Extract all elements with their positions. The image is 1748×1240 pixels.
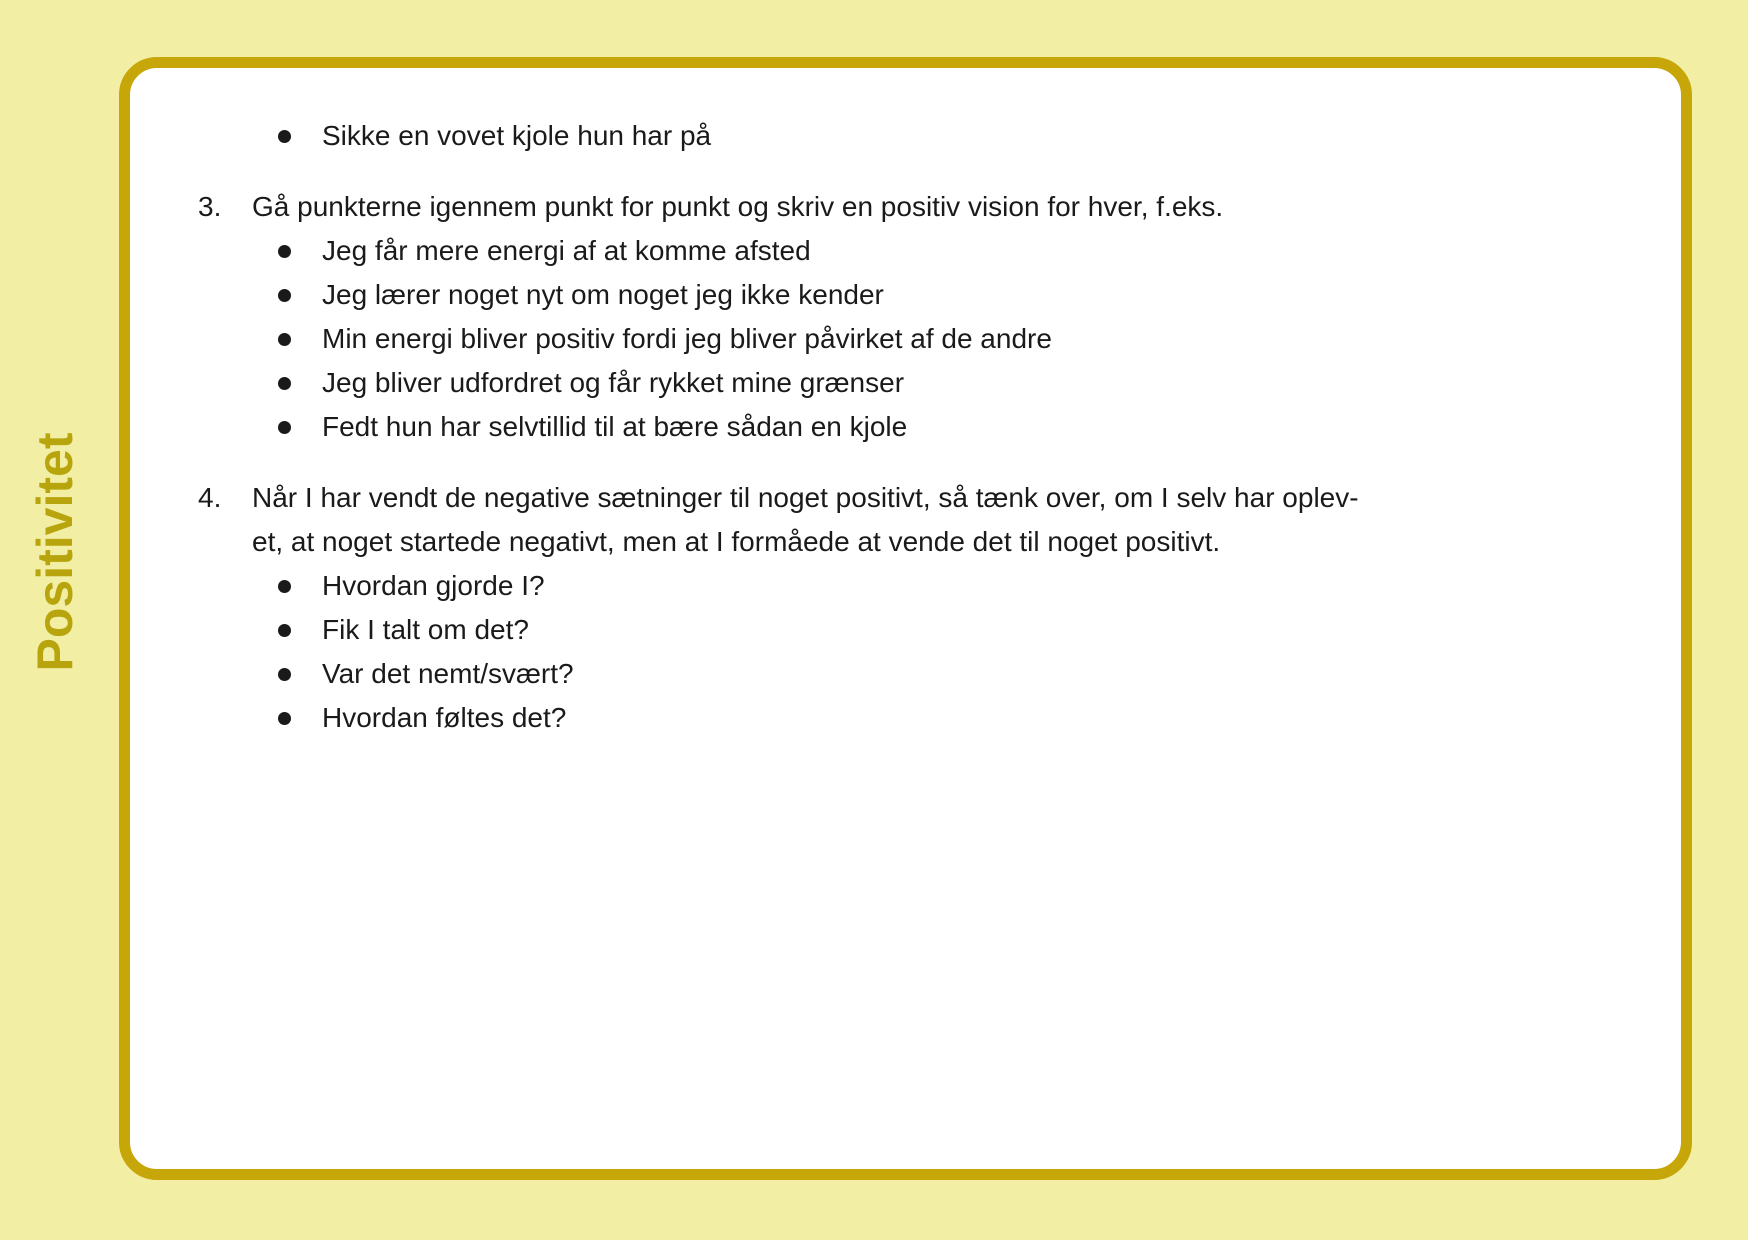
bullet-icon (275, 696, 322, 740)
item-text (252, 476, 1645, 564)
bullet-text: Jeg bliver udfordret og får rykket mine grænser (322, 367, 905, 398)
bullet-icon (275, 405, 322, 449)
list-item (198, 652, 1645, 696)
item-text-line: et, at noget startede negativt, men at I formåede at vende det til noget positivt. (252, 526, 1221, 557)
bullet-text: Min energi bliver positiv fordi jeg bliver påvirket af de andre (322, 323, 1052, 354)
content-card (119, 57, 1692, 1180)
bullet-icon (275, 229, 322, 273)
item-text: Gå punkterne igennem punkt for punkt og skriv en positiv vision for hver, f.eks. (252, 191, 1224, 222)
bullet-text: Jeg lærer noget nyt om noget jeg ikke kender (322, 279, 884, 310)
list-item (198, 114, 1645, 158)
bullet-icon (275, 361, 322, 405)
bullet-icon (275, 608, 322, 652)
list-item (198, 564, 1645, 608)
bullet-text: Hvordan gjorde I? (322, 570, 545, 601)
list-item (198, 696, 1645, 740)
bullet-text: Hvordan føltes det? (322, 702, 567, 733)
bullet-text: Fik I talt om det? (322, 614, 529, 645)
bullet-icon (275, 273, 322, 317)
item-number: 3. (198, 191, 222, 222)
card-content (198, 114, 1645, 740)
list-item (198, 405, 1645, 449)
bullet-icon (275, 317, 322, 361)
numbered-item-4 (198, 476, 1645, 564)
item-text-line: Når I har vendt de negative sætninger til noget positivt, så tænk over, om I selv har oplev- (252, 482, 1359, 513)
list-item (198, 229, 1645, 273)
item-number: 4. (198, 482, 222, 513)
bullet-text: Jeg får mere energi af at komme afsted (322, 235, 811, 266)
bullet-icon (275, 652, 322, 696)
list-item (198, 317, 1645, 361)
bullet-text: Fedt hun har selvtillid til at bære sådan en kjole (322, 411, 908, 442)
bullet-text: Sikke en vovet kjole hun har på (322, 120, 712, 151)
list-item (198, 273, 1645, 317)
list-item (198, 361, 1645, 405)
bullet-icon (275, 114, 322, 158)
list-item (198, 608, 1645, 652)
numbered-item-3 (198, 185, 1645, 229)
slide-title: Positivitet (27, 432, 83, 672)
bullet-icon (275, 564, 322, 608)
bullet-text: Var det nemt/svært? (322, 658, 574, 689)
